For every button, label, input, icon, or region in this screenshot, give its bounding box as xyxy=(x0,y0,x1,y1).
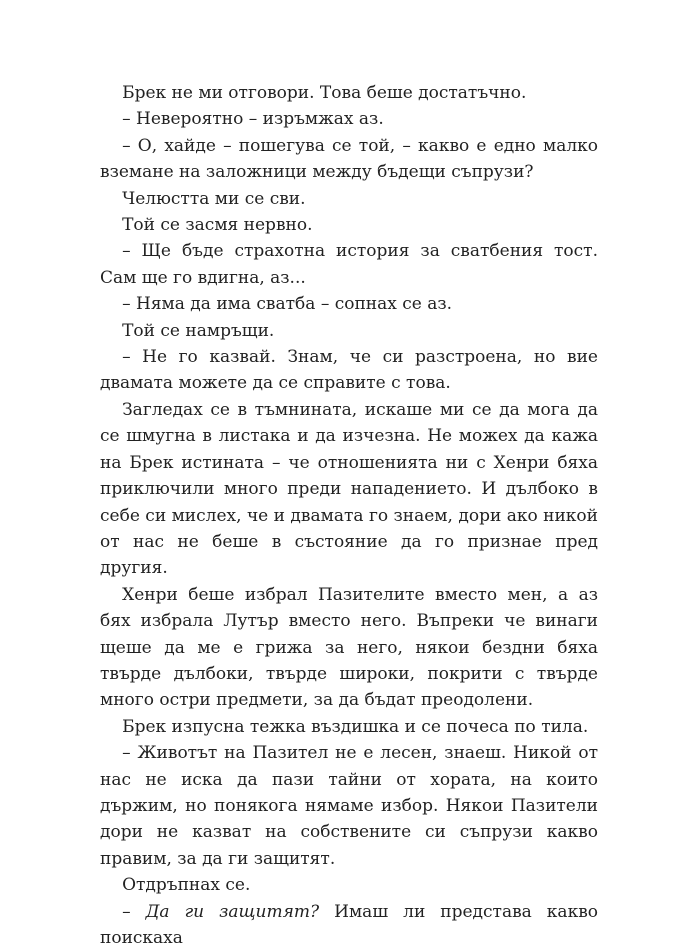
paragraph: – Не го казвай. Знам, че си разстроена, но вие двамата можете да се справите с това. xyxy=(100,347,598,394)
book-page-text xyxy=(100,80,598,951)
paragraph: Той се намръщи. xyxy=(122,320,275,341)
paragraph: – О, хайде – пошегува се той, – какво е едно малко вземане на заложници между бъдещи съпрузи? xyxy=(100,135,598,183)
paragraph: Брек изпусна тежка въздишка и се почеса по тила. xyxy=(122,716,589,737)
last-paragraph-dash: – xyxy=(122,901,146,922)
last-paragraph xyxy=(100,899,598,951)
paragraph: – Ще бъде страхотна история за сватбения тост. Сам ще го вдигна, аз... xyxy=(100,241,598,288)
paragraph: – Животът на Пазител не е лесен, знаеш. Никой от нас не иска да пази тайни от хората, на които държим, но понякога нямаме избор. Някои Пазители дори не казват на собствените си съпрузи какво правим, за да ги защитят. xyxy=(100,743,598,869)
paragraph: Челюстта ми се сви. xyxy=(122,188,306,209)
paragraph: – Няма да има сватба – сопнах се аз. xyxy=(122,294,453,315)
paragraph: Загледах се в тъмнината, искаше ми се да мога да се шмугна в листака и да изчезна. Не можех да кажа на Брек истината – че отношенията ни с Хенри бяха приключили много преди нападението. И дълбоко в себе си мислех, че и двамата го знаем, дори ако никой от нас не беше в състояние да го признае пред другия. xyxy=(100,399,598,579)
paragraph: Отдръпнах се. xyxy=(122,875,251,896)
last-paragraph-italic: Да ги защитят? xyxy=(145,901,320,922)
paragraph: Брек не ми отговори. Това беше достатъчно. xyxy=(122,83,527,103)
last-paragraph-rest: Имаш ли представа какво поискаха xyxy=(100,901,598,948)
paragraph: Той се засмя нервно. xyxy=(122,215,313,236)
paragraph: Хенри беше избрал Пазителите вместо мен, а аз бях избрала Лутър вместо него. Въпреки че винаги щеше да ме е грижа за него, някои бездни бяха твърде дълбоки, твърде широки, покрити с твърде много остри предмети, за да бъдат преодолени. xyxy=(100,584,598,711)
paragraph: – Невероятно – изръмжах аз. xyxy=(122,109,384,130)
